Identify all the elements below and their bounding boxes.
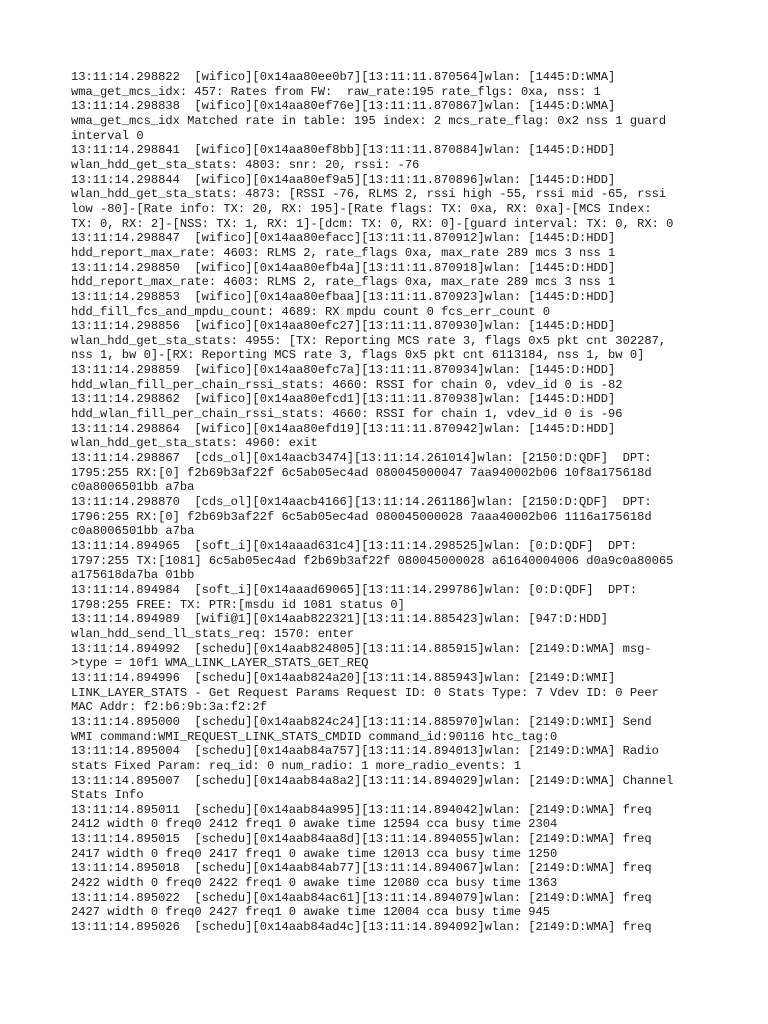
log-line: 2412 width 0 freq0 2412 freq1 0 awake time 12594 cca busy time 2304 <box>71 817 558 832</box>
log-line: MAC Addr: f2:b6:9b:3a:f2:2f <box>71 700 267 715</box>
log-line: hdd_fill_fcs_and_mpdu_count: 4689: RX mpdu count 0 fcs_err_count 0 <box>71 304 550 319</box>
log-line: c0a8006501bb a7ba <box>71 524 195 539</box>
log-line: stats Fixed Param: req_id: 0 num_radio: 1 more_radio_events: 1 <box>71 758 521 773</box>
log-line: a175618da7ba 01bb <box>71 568 195 583</box>
log-line: 1796:255 RX:[0] f2b69b3af22f 6c5ab05ec4ad 080045000028 7aaa40002b06 1116a175618d <box>71 509 652 524</box>
log-line: hdd_report_max_rate: 4603: RLMS 2, rate_flags 0xa, max_rate 289 mcs 3 nss 1 <box>71 245 616 260</box>
log-line: WMI command:WMI_REQUEST_LINK_STATS_CMDID command_id:90116 htc_tag:0 <box>71 729 558 744</box>
log-line: hdd_report_max_rate: 4603: RLMS 2, rate_flags 0xa, max_rate 289 mcs 3 nss 1 <box>71 275 616 290</box>
log-line: 13:11:14.298856 [wifico][0x14aa80efc27][13:11:11.870930]wlan: [1445:D:HDD] <box>71 319 616 334</box>
log-line: 13:11:14.895000 [schedu][0x14aab824c24][13:11:14.885970]wlan: [2149:D:WMI] Send <box>71 714 652 729</box>
log-line: hdd_wlan_fill_per_chain_rssi_stats: 4660: RSSI for chain 1, vdev_id 0 is -96 <box>71 407 623 422</box>
log-line: 13:11:14.894996 [schedu][0x14aab824a20][13:11:14.885943]wlan: [2149:D:WMI] <box>71 670 616 685</box>
log-line: 13:11:14.895004 [schedu][0x14aab84a757][13:11:14.894013]wlan: [2149:D:WMA] Radio <box>71 744 659 759</box>
log-line: Stats Info <box>71 788 144 803</box>
log-line: wma_get_mcs_idx Matched rate in table: 195 index: 2 mcs_rate_flag: 0x2 nss 1 guard <box>71 113 667 128</box>
log-line: c0a8006501bb a7ba <box>71 480 195 495</box>
log-line: 13:11:14.894984 [soft_i][0x14aaad69065][13:11:14.299786]wlan: [0:D:QDF] DPT: <box>71 582 638 597</box>
log-line: 13:11:14.298838 [wifico][0x14aa80ef76e][13:11:11.870867]wlan: [1445:D:WMA] <box>71 99 616 114</box>
log-text-block <box>71 70 711 935</box>
log-line: wlan_hdd_get_sta_stats: 4873: [RSSI -76, RLMS 2, rssi high -55, rssi mid -65, rssi <box>71 187 667 202</box>
log-line: 13:11:14.895011 [schedu][0x14aab84a995][13:11:14.894042]wlan: [2149:D:WMA] freq <box>71 802 652 817</box>
log-line: 13:11:14.298841 [wifico][0x14aa80ef8bb][13:11:11.870884]wlan: [1445:D:HDD] <box>71 143 616 158</box>
log-line: 1798:255 FREE: TX: PTR:[msdu id 1081 status 0] <box>71 597 405 612</box>
log-line: 13:11:14.298847 [wifico][0x14aa80efacc][13:11:11.870912]wlan: [1445:D:HDD] <box>71 231 616 246</box>
log-line: 13:11:14.298850 [wifico][0x14aa80efb4a][13:11:11.870918]wlan: [1445:D:HDD] <box>71 260 616 275</box>
log-line: wlan_hdd_send_ll_stats_req: 1570: enter <box>71 626 355 641</box>
log-line: 13:11:14.298844 [wifico][0x14aa80ef9a5][13:11:11.870896]wlan: [1445:D:HDD] <box>71 172 616 187</box>
log-line: interval 0 <box>71 128 144 143</box>
log-line: LINK_LAYER_STATS - Get Request Params Request ID: 0 Stats Type: 7 Vdev ID: 0 Peer <box>71 685 659 700</box>
log-line: 1797:255 TX:[1081] 6c5ab05ec4ad f2b69b3af22f 080045000028 a61640004006 d0a9c0a80065 <box>71 553 674 568</box>
log-line: 13:11:14.298822 [wifico][0x14aa80ee0b7][13:11:11.870564]wlan: [1445:D:WMA] <box>71 70 616 84</box>
log-line: 13:11:14.895018 [schedu][0x14aab84ab77][13:11:14.894067]wlan: [2149:D:WMA] freq <box>71 861 652 876</box>
log-line: 2417 width 0 freq0 2417 freq1 0 awake time 12013 cca busy time 1250 <box>71 846 558 861</box>
log-line: 13:11:14.894992 [schedu][0x14aab824805][13:11:14.885915]wlan: [2149:D:WMA] msg- <box>71 641 652 656</box>
log-line: wlan_hdd_get_sta_stats: 4803: snr: 20, rssi: -76 <box>71 157 420 172</box>
log-line: 13:11:14.895015 [schedu][0x14aab84aa8d][13:11:14.894055]wlan: [2149:D:WMA] freq <box>71 832 652 847</box>
log-line: TX: 0, RX: 2]-[NSS: TX: 1, RX: 1]-[dcm: TX: 0, RX: 0]-[guard interval: TX: 0, RX: 0 <box>71 216 674 231</box>
log-line: 1795:255 RX:[0] f2b69b3af22f 6c5ab05ec4ad 080045000047 7aa940002b06 10f8a175618d <box>71 465 652 480</box>
log-line: wlan_hdd_get_sta_stats: 4955: [TX: Reporting MCS rate 3, flags 0x5 pkt cnt 302287, <box>71 333 667 348</box>
log-line: wlan_hdd_get_sta_stats: 4960: exit <box>71 436 318 451</box>
log-line: 13:11:14.298859 [wifico][0x14aa80efc7a][13:11:11.870934]wlan: [1445:D:HDD] <box>71 363 616 378</box>
log-line: 13:11:14.894965 [soft_i][0x14aaad631c4][13:11:14.298525]wlan: [0:D:QDF] DPT: <box>71 539 638 553</box>
log-line: 13:11:14.895007 [schedu][0x14aab84a8a2][13:11:14.894029]wlan: [2149:D:WMA] Channel <box>71 773 674 788</box>
log-line: 13:11:14.298867 [cds_ol][0x14aacb3474][13:11:14.261014]wlan: [2150:D:QDF] DPT: <box>71 451 652 466</box>
log-line: hdd_wlan_fill_per_chain_rssi_stats: 4660: RSSI for chain 0, vdev_id 0 is -82 <box>71 377 623 392</box>
log-line: 2422 width 0 freq0 2422 freq1 0 awake time 12080 cca busy time 1363 <box>71 876 558 891</box>
log-line: 13:11:14.895026 [schedu][0x14aab84ad4c][13:11:14.894092]wlan: [2149:D:WMA] freq <box>71 920 652 935</box>
log-line: 2427 width 0 freq0 2427 freq1 0 awake time 12004 cca busy time 945 <box>71 905 550 920</box>
log-line: low -80]-[Rate info: TX: 20, RX: 195]-[Rate flags: TX: 0xa, RX: 0xa]-[MCS Index: <box>71 201 652 216</box>
log-line: 13:11:14.298864 [wifico][0x14aa80efd19][13:11:11.870942]wlan: [1445:D:HDD] <box>71 421 616 436</box>
log-line: 13:11:14.894989 [wifi@1][0x14aab822321][13:11:14.885423]wlan: [947:D:HDD] <box>71 612 609 627</box>
log-line: wma_get_mcs_idx: 457: Rates from FW: raw_rate:195 rate_flgs: 0xa, nss: 1 <box>71 84 601 99</box>
log-line: 13:11:14.298870 [cds_ol][0x14aacb4166][13:11:14.261186]wlan: [2150:D:QDF] DPT: <box>71 495 652 510</box>
log-line: nss 1, bw 0]-[RX: Reporting MCS rate 3, flags 0x5 pkt cnt 6113184, nss 1, bw 0] <box>71 348 645 363</box>
log-line: 13:11:14.298862 [wifico][0x14aa80efcd1][13:11:11.870938]wlan: [1445:D:HDD] <box>71 392 616 407</box>
log-line: >type = 10f1 WMA_LINK_LAYER_STATS_GET_REQ <box>71 656 369 671</box>
log-line: 13:11:14.298853 [wifico][0x14aa80efbaa][13:11:11.870923]wlan: [1445:D:HDD] <box>71 289 616 304</box>
log-line: 13:11:14.895022 [schedu][0x14aab84ac61][13:11:14.894079]wlan: [2149:D:WMA] freq <box>71 890 652 905</box>
